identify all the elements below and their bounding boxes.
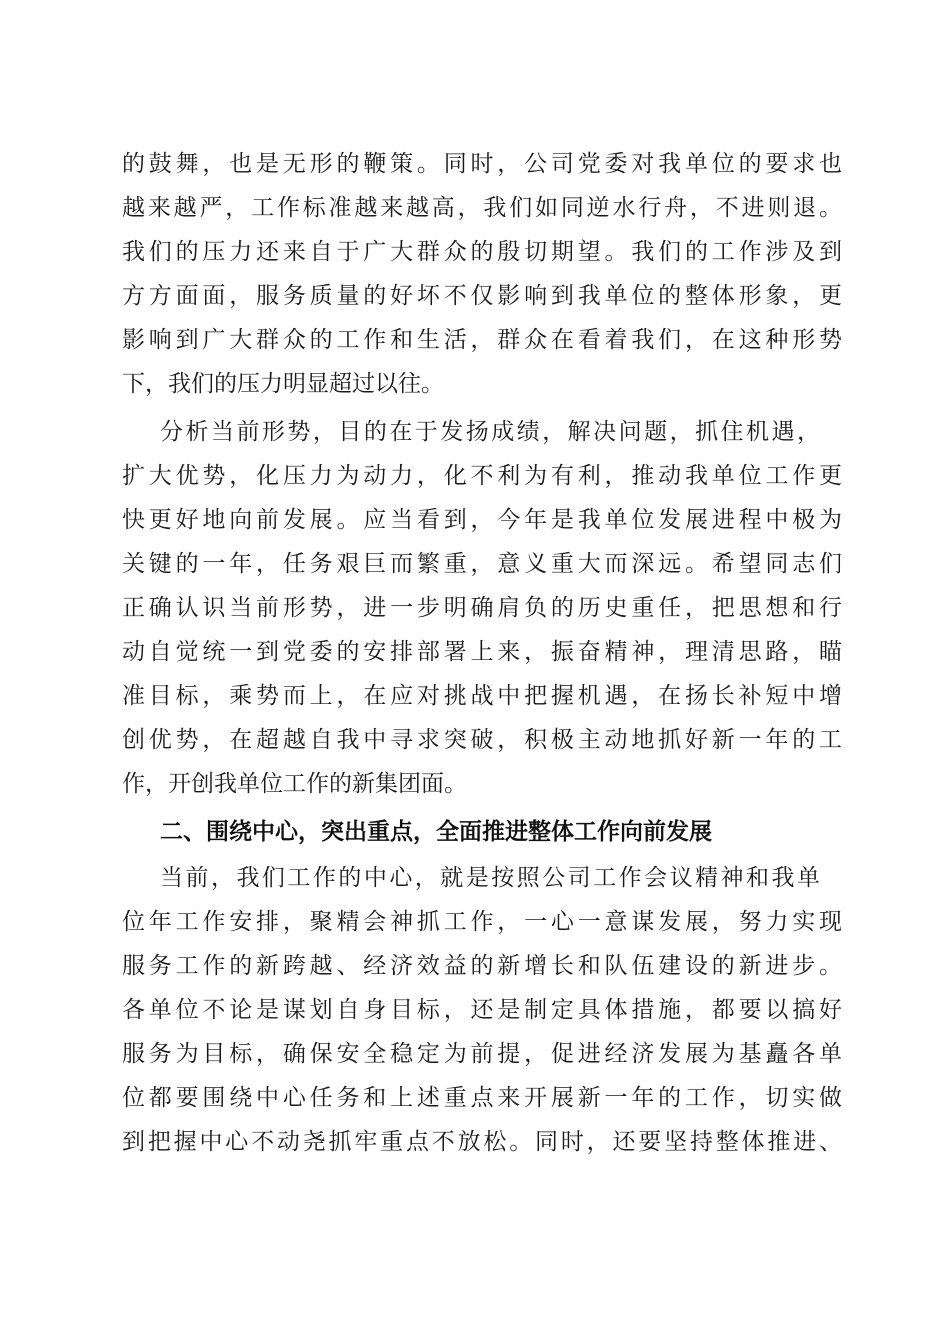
section-heading: 二、围绕中心，突出重点，全面推进整体工作向前发展 — [160, 819, 712, 845]
text-line: 的鼓舞，也是无形的鞭策。同时，公司党委对我单位的要求也 — [122, 151, 842, 177]
text-line: 正确认识当前形势，进一步明确肩负的历史重任，把思想和行 — [122, 595, 842, 621]
text-line: 服务工作的新跨越、经济效益的新增长和队伍建设的新进步。 — [122, 953, 842, 979]
text-line: 越来越严，工作标准越来越高，我们如同逆水行舟，不进则退。 — [122, 195, 842, 221]
text-line: 服务为目标，确保安全稳定为前提，促进经济发展为基矗各单 — [122, 1041, 842, 1067]
text-line: 到把握中心不动尧抓牢重点不放松。同时，还要坚持整体推进、 — [122, 1129, 842, 1155]
text-line: 作，开创我单位工作的新集团面。 — [122, 771, 467, 797]
text-line: 位年工作安排，聚精会神抓工作，一心一意谋发展，努力实现 — [122, 909, 842, 935]
text-line: 关键的一年，任务艰巨而繁重，意义重大而深远。希望同志们 — [122, 551, 842, 577]
text-line: 准目标，乘势而上，在应对挑战中把握机遇，在扬长补短中增 — [122, 683, 842, 709]
text-line: 各单位不论是谋划自身目标，还是制定具体措施，都要以搞好 — [122, 997, 842, 1023]
text-line: 动自觉统一到党委的安排部署上来，振奋精神，理清思路，瞄 — [122, 639, 842, 665]
text-line: 下，我们的压力明显超过以往。 — [122, 371, 444, 397]
text-line: 创优势，在超越自我中寻求突破，积极主动地抓好新一年的工 — [122, 727, 842, 753]
paragraph-first-line: 分析当前形势，目的在于发扬成绩，解决问题，抓住机遇， — [160, 419, 820, 445]
text-line: 位都要围绕中心任务和上述重点来开展新一年的工作，切实做 — [122, 1085, 842, 1111]
text-line: 影响到广大群众的工作和生活，群众在看着我们，在这种形势 — [122, 327, 842, 353]
text-line: 我们的压力还来自于广大群众的殷切期望。我们的工作涉及到 — [122, 239, 842, 265]
paragraph-first-line: 当前，我们工作的中心，就是按照公司工作会议精神和我单 — [160, 865, 820, 891]
text-line: 快更好地向前发展。应当看到，今年是我单位发展进程中极为 — [122, 507, 842, 533]
text-line: 方方面面，服务质量的好坏不仅影响到我单位的整体形象，更 — [122, 283, 842, 309]
text-line: 扩大优势，化压力为动力，化不利为有利，推动我单位工作更 — [122, 463, 842, 489]
